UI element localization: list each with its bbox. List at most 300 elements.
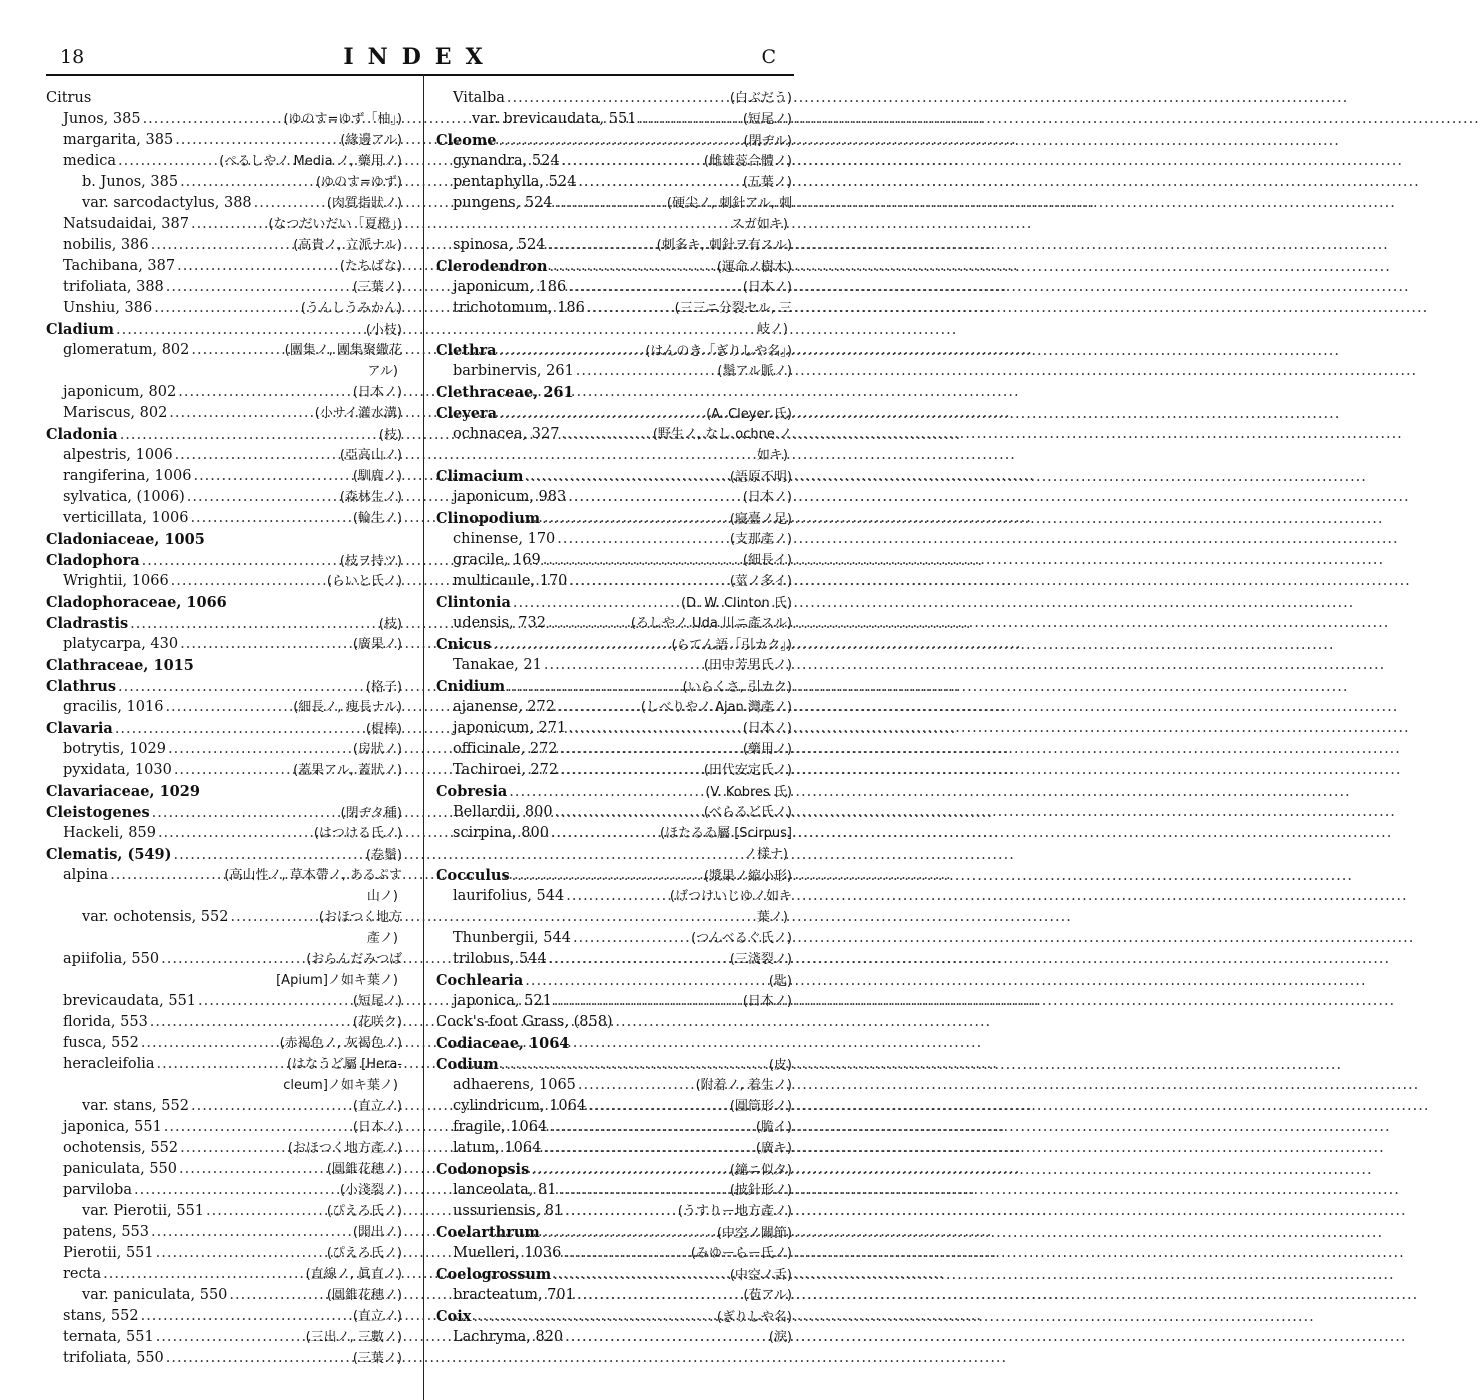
entry-gloss: 產ノ) (366, 931, 398, 946)
entry-gloss: (苞アル) (743, 1288, 792, 1303)
entry-gloss: (白ぶだう) (729, 91, 792, 106)
entry-gloss: (雌雄蕊合體ノ) (703, 154, 792, 169)
entry-term: gracilis, 1016 (63, 699, 164, 715)
entry-term: Cocculus (436, 867, 510, 884)
entry-gloss: (淚) (768, 1330, 792, 1345)
index-entry (46, 340, 402, 361)
entry-gloss: (おほつく地方產ノ) (287, 1141, 402, 1156)
index-entry (46, 235, 402, 256)
entry-gloss: (いらくさ, 引カク) (682, 680, 792, 695)
index-entry (436, 130, 792, 151)
leader-dots (152, 803, 339, 824)
entry-gloss: アル) (367, 364, 398, 379)
leader-dots (513, 593, 679, 614)
leader-dots (557, 697, 639, 718)
index-entry (436, 424, 792, 445)
entry-gloss: (高山性ノ, 草本帶ノ, あるぷす (224, 868, 402, 883)
entry-term: Cobresia (436, 783, 508, 800)
entry-term: Codiaceae, 1064 (436, 1035, 570, 1052)
entry-term: Clinopodium (436, 510, 541, 527)
leader-dots (154, 298, 299, 319)
leader-dots (141, 1033, 278, 1054)
leader-dots (143, 109, 282, 130)
entry-term: bracteatum, 701 (453, 1287, 575, 1303)
index-entry (436, 970, 792, 991)
leader-dots (563, 1243, 689, 1264)
leader-dots (187, 487, 338, 508)
index-entry (436, 760, 792, 781)
entry-gloss: (ゆのす=ゆず) (315, 175, 402, 190)
entry-term: trichotomum, 186 (453, 300, 585, 316)
index-entry (46, 508, 402, 529)
entry-gloss: (廣キ) (755, 1141, 792, 1156)
leader-dots (191, 340, 282, 361)
entry-term: Clematis, (549) (46, 846, 172, 863)
entry-term: Cladoniaceae, 1005 (46, 531, 205, 548)
index-entry (436, 1285, 792, 1306)
index-entry (436, 466, 792, 487)
index-entry (436, 1012, 792, 1033)
leader-dots (157, 1054, 285, 1075)
leader-dots (229, 1285, 324, 1306)
entry-term: Junos, 385 (63, 111, 141, 127)
entry-gloss: (なつだいだい「夏橙」) (268, 217, 402, 232)
index-entry (436, 508, 792, 529)
index-entry (436, 697, 792, 718)
entry-gloss: (棍棒) (365, 722, 402, 737)
index-entry (46, 844, 402, 865)
entry-term: brevicaudata, 551 (63, 993, 197, 1009)
leader-dots (547, 235, 654, 256)
entry-term: alpina (63, 867, 109, 883)
entry-gloss: (短尾ノ) (742, 112, 792, 127)
entry-term: Thunbergii, 544 (453, 930, 571, 946)
leader-dots (553, 1265, 728, 1286)
entry-gloss: (おらんだみつば (306, 952, 402, 967)
index-entry (46, 1327, 402, 1348)
entry-term: b. Junos, 385 (82, 174, 179, 190)
entry-term: fusca, 552 (63, 1035, 139, 1051)
leader-dots (573, 928, 689, 949)
entry-term: sylvatica, (1006) (63, 489, 185, 505)
entry-term: recta (63, 1266, 102, 1282)
entry-gloss: (寢臺ノ足) (729, 512, 792, 527)
index-entry (46, 424, 402, 445)
leader-dots (562, 151, 702, 172)
entry-gloss: 山ノ) (366, 889, 398, 904)
entry-gloss: (格子) (365, 680, 402, 695)
entry-gloss: (らてん語「引カク」) (671, 638, 792, 653)
entry-term: Cladophoraceae, 1066 (46, 594, 227, 611)
index-entry (436, 1264, 792, 1285)
leader-dots (151, 1222, 351, 1243)
leader-dots (193, 466, 350, 487)
entry-gloss: (中空ノ舌) (729, 1268, 792, 1283)
entry-term: ajanense, 272 (453, 699, 555, 715)
index-entry (436, 109, 792, 130)
index-entry (436, 88, 792, 109)
entry-term: florida, 553 (63, 1014, 148, 1030)
index-entry (436, 487, 792, 508)
entry-term: Vitalba (453, 90, 505, 106)
leader-dots (142, 551, 338, 572)
leader-dots (180, 634, 351, 655)
entry-term: Coelogrossum (436, 1266, 552, 1283)
entry-term: glomeratum, 802 (63, 342, 190, 358)
leader-dots (177, 256, 338, 277)
entry-term: platycarpa, 430 (63, 636, 179, 652)
entry-gloss: (房狀ノ) (352, 742, 402, 757)
entry-gloss: (小枝) (365, 323, 402, 338)
entry-gloss: (三葉ノ) (352, 1351, 402, 1366)
index-entry (46, 907, 402, 928)
index-entry (46, 613, 402, 634)
index-entry-continuation (436, 844, 792, 865)
entry-term: stans, 552 (63, 1308, 139, 1324)
index-entry (46, 1012, 402, 1033)
entry-term: udensis, 732 (453, 615, 546, 631)
entry-gloss: (鬚アル脈ノ) (717, 364, 792, 379)
index-entry (436, 823, 792, 844)
entry-term: Clavaria (46, 720, 113, 737)
entry-term: Clavariaceae, 1029 (46, 783, 200, 800)
entry-term: Coelarthrum (436, 1224, 540, 1241)
entry-term: ochotensis, 552 (63, 1140, 179, 1156)
entry-gloss: (ほたるゐ屬 [Scirpus] (660, 826, 792, 841)
index-entry (46, 655, 402, 676)
index-entry (436, 802, 792, 823)
entry-gloss: (枝) (378, 617, 402, 632)
entry-term: japonica, 551 (63, 1119, 162, 1135)
index-entry (436, 1138, 792, 1159)
leader-dots (543, 1138, 754, 1159)
index-entry (46, 151, 402, 172)
entry-gloss: (うんしうみかん) (300, 301, 402, 316)
entry-gloss: (日本ノ) (742, 994, 792, 1009)
section-letter: C (761, 46, 776, 68)
leader-dots (130, 614, 377, 635)
leader-dots (512, 866, 702, 887)
index-entry (46, 1138, 402, 1159)
entry-term: Pierotii, 551 (63, 1245, 154, 1261)
index-entry (46, 277, 402, 298)
entry-gloss: (中空ノ關節) (716, 1226, 792, 1241)
entry-gloss: (V. Kobres 氏) (705, 785, 792, 800)
leader-dots (116, 320, 364, 341)
index-entry (46, 319, 402, 340)
entry-term: japonicum, 802 (63, 384, 177, 400)
leader-dots (156, 1243, 325, 1264)
leader-dots (568, 277, 741, 298)
index-entry (46, 256, 402, 277)
entry-term: Cock's-foot Grass, (858) (436, 1014, 613, 1030)
index-entry-continuation (436, 445, 792, 466)
index-entry (436, 1180, 792, 1201)
index-entry (46, 529, 402, 550)
entry-term: var. stans, 552 (82, 1098, 189, 1114)
index-column-left (46, 88, 402, 1369)
leader-dots (543, 550, 741, 571)
leader-dots (499, 131, 742, 152)
entry-term: pentaphylla, 524 (453, 174, 577, 190)
entry-term: trilobus, 544 (453, 951, 547, 967)
entry-gloss: (赤褐色ノ, 灰褐色ノ) (279, 1036, 402, 1051)
index-entry (46, 1264, 402, 1285)
entry-gloss: (つんべるぐ氏ノ) (691, 931, 792, 946)
entry-term: Clethra (436, 342, 497, 359)
index-entry (436, 865, 792, 886)
entry-term: pungens, 524 (453, 195, 553, 211)
entry-term: Codonopsis (436, 1161, 530, 1178)
index-entry (46, 172, 402, 193)
entry-gloss: (亞高山ノ) (339, 448, 402, 463)
entry-gloss: (日本ノ) (742, 721, 792, 736)
index-entry (436, 1117, 792, 1138)
index-entry (46, 823, 402, 844)
index-entry (436, 739, 792, 760)
entry-gloss: (開出ノ) (352, 1225, 402, 1240)
entry-term: Natsudaidai, 387 (63, 216, 189, 232)
index-entry (46, 298, 402, 319)
entry-gloss: (輪生ノ) (352, 511, 402, 526)
index-entry (436, 571, 792, 592)
index-entry (436, 1075, 792, 1096)
entry-gloss: cleum]ノ如キ葉ノ) (283, 1078, 398, 1093)
entry-gloss: (小淺裂ノ) (339, 1183, 402, 1198)
entry-gloss: (皮) (768, 1058, 792, 1073)
index-entry (46, 592, 402, 613)
leader-dots (565, 1201, 676, 1222)
entry-gloss: (五葉ノ) (742, 175, 792, 190)
index-entry (46, 1117, 402, 1138)
leader-dots (549, 949, 728, 970)
index-entry (46, 1096, 402, 1117)
index-entry (46, 466, 402, 487)
page-title: INDEX (343, 44, 497, 70)
entry-gloss: (團集ノ, 團集聚繖花 (284, 343, 402, 358)
index-entry (436, 256, 792, 277)
index-entry (46, 1222, 402, 1243)
entry-gloss: (らいと氏ノ) (326, 574, 402, 589)
entry-term: Clintonia (436, 594, 511, 611)
page-header (46, 40, 794, 76)
index-entry (436, 991, 792, 1012)
leader-dots (549, 257, 714, 278)
entry-term: Tachiroei, 272 (453, 762, 559, 778)
entry-term: patens, 553 (63, 1224, 150, 1240)
leader-dots (179, 1159, 325, 1180)
leader-dots (555, 802, 702, 823)
entry-gloss: (三葉ノ) (352, 280, 402, 295)
index-entry (436, 1201, 792, 1222)
leader-dots (473, 1307, 714, 1328)
index-entry (436, 361, 792, 382)
leader-dots (544, 655, 702, 676)
leader-dots (191, 1096, 351, 1117)
entry-gloss: (硬尖ノ, 刺針アル, 刺 (666, 196, 792, 211)
entry-gloss: (高貴ノ, 立派ナル) (293, 238, 402, 253)
entry-gloss: (べらるど氏ノ) (703, 805, 792, 820)
leader-dots (190, 508, 350, 529)
index-entry (436, 928, 792, 949)
leader-dots (198, 991, 351, 1012)
entry-gloss: (圓錐花穗ノ) (326, 1162, 402, 1177)
index-entry (46, 1201, 402, 1222)
leader-dots (230, 907, 316, 928)
entry-term: spinosa, 524 (453, 237, 546, 253)
leader-dots (525, 971, 767, 992)
entry-term: japonica, 521 (453, 993, 552, 1009)
leader-dots (577, 1285, 742, 1306)
leader-dots (565, 1327, 767, 1348)
index-entry (46, 130, 402, 151)
entry-gloss: (ぴえろ氏ノ) (326, 1204, 402, 1219)
entry-term: adhaerens, 1065 (453, 1077, 576, 1093)
index-entry (46, 109, 402, 130)
entry-term: Cnidium (436, 678, 506, 695)
entry-term: Hackeli, 859 (63, 825, 156, 841)
entry-gloss: (短尾ノ) (352, 994, 402, 1009)
entry-term: paniculata, 550 (63, 1161, 178, 1177)
entry-gloss: (漿果ノ縮小形) (703, 869, 792, 884)
leader-dots (566, 886, 668, 907)
index-entry (46, 781, 402, 802)
index-entry (46, 739, 402, 760)
leader-dots (548, 613, 629, 634)
index-entry (46, 634, 402, 655)
entry-gloss: (三淺裂ノ) (729, 952, 792, 967)
entry-gloss: (日本ノ) (742, 280, 792, 295)
entry-gloss: (日本ノ) (352, 385, 402, 400)
index-entry (46, 718, 402, 739)
index-entry (436, 550, 792, 571)
entry-gloss: 葉ノ) (756, 910, 788, 925)
leader-dots (531, 1160, 728, 1181)
index-entry-continuation (436, 319, 792, 340)
leader-dots (576, 361, 716, 382)
leader-dots (151, 235, 292, 256)
entry-term: parviloba (63, 1182, 132, 1198)
entry-gloss: (ぴえろ氏ノ) (326, 1246, 402, 1261)
leader-dots (560, 739, 741, 760)
entry-term: alpestris, 1006 (63, 447, 173, 463)
entry-gloss: (しべりやノ Ajan 灣產ノ) (640, 700, 792, 715)
index-entry (46, 382, 402, 403)
entry-gloss: (鐘ニ似タ) (729, 1163, 792, 1178)
index-entry-continuation (436, 214, 792, 235)
index-entry (436, 340, 792, 361)
leader-dots (174, 760, 291, 781)
entry-term: trifoliata, 550 (63, 1350, 164, 1366)
entry-gloss: (廣果ノ) (352, 637, 402, 652)
index-entry (436, 151, 792, 172)
leader-dots (638, 109, 740, 130)
index-entry-continuation (46, 886, 402, 907)
entry-term: officinale, 272 (453, 741, 558, 757)
leader-dots (175, 445, 338, 466)
entry-gloss: (緣邊アル) (340, 133, 402, 148)
leader-dots (507, 88, 728, 109)
entry-gloss: [Apium]ノ如キ葉ノ) (276, 973, 398, 988)
index-entry (46, 88, 402, 109)
entry-term: multicaule, 170 (453, 573, 568, 589)
leader-dots (180, 1138, 286, 1159)
entry-term: var. Pierotii, 551 (82, 1203, 205, 1219)
entry-gloss: (莖ノ多イ) (729, 574, 792, 589)
leader-dots (166, 1348, 351, 1369)
leader-dots (103, 1264, 303, 1285)
entry-gloss: (卷鬚) (365, 848, 402, 863)
leader-dots (569, 571, 727, 592)
entry-term: Tanakae, 21 (453, 657, 542, 673)
leader-dots (158, 823, 312, 844)
entry-term: margarita, 385 (63, 132, 174, 148)
leader-dots (526, 467, 728, 488)
entry-gloss: (馴鹿ノ) (352, 469, 402, 484)
index-entry (436, 781, 792, 802)
entry-gloss: 如キ) (756, 448, 788, 463)
leader-dots (173, 845, 363, 866)
index-entry (436, 613, 792, 634)
entry-term: barbinervis, 261 (453, 363, 574, 379)
entry-term: ternata, 551 (63, 1329, 154, 1345)
entry-term: verticillata, 1006 (63, 510, 189, 526)
index-entry (46, 571, 402, 592)
index-entry (436, 403, 792, 424)
index-entry (46, 1348, 402, 1369)
entry-gloss: (野生ノ, なし ochne ノ (652, 427, 792, 442)
leader-dots (171, 571, 325, 592)
entry-term: Clethraceae, 261 (436, 384, 574, 401)
leader-dots (156, 1327, 304, 1348)
entry-gloss: (藥用ノ) (742, 742, 792, 757)
entry-gloss: (はんのき「ぎりしや名」) (645, 344, 792, 359)
index-entry (46, 1180, 402, 1201)
entry-term: rangiferina, 1006 (63, 468, 192, 484)
index-entry (46, 214, 402, 235)
entry-gloss: (ゆのす=ゆず「柚」) (283, 112, 402, 127)
entry-gloss: (脆イ) (755, 1120, 792, 1135)
leader-dots (551, 823, 658, 844)
index-entry (46, 1285, 402, 1306)
index-entry (436, 298, 792, 319)
entry-gloss: (直立ノ) (352, 1099, 402, 1114)
entry-term: cylindricum, 1064 (453, 1098, 587, 1114)
entry-term: Bellardii, 800 (453, 804, 553, 820)
index-entry-continuation (46, 928, 402, 949)
leader-dots (169, 403, 312, 424)
index-entry (46, 1054, 402, 1075)
index-entry (46, 550, 402, 571)
entry-term: Cladrastis (46, 615, 129, 632)
entry-gloss: (匙) (768, 974, 792, 989)
index-entry (436, 172, 792, 193)
entry-gloss: (三出ノ, 三數ノ) (305, 1330, 402, 1345)
leader-dots (118, 151, 217, 172)
entry-term: lanceolata, 81 (453, 1182, 557, 1198)
index-entry (46, 865, 402, 886)
entry-term: Wrightii, 1066 (63, 573, 169, 589)
entry-gloss: (支那產ノ) (729, 532, 792, 547)
entry-term: nobilis, 386 (63, 237, 149, 253)
index-entry (436, 676, 792, 697)
entry-term: Clerodendron (436, 258, 548, 275)
entry-gloss: (直立ノ) (352, 1309, 402, 1324)
entry-gloss: (圓筒形ノ) (729, 1099, 792, 1114)
entry-term: Cladophora (46, 552, 140, 569)
index-entry (436, 886, 792, 907)
leader-dots (254, 193, 325, 214)
